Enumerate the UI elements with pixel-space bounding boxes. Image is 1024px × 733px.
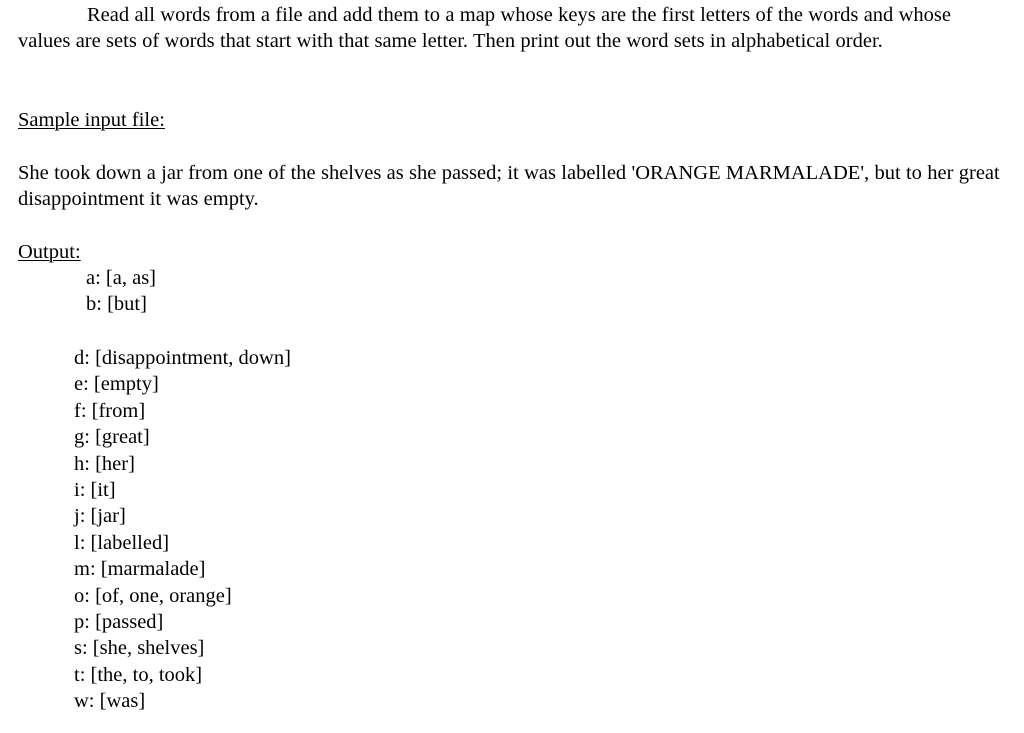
output-line-f: f: [from] bbox=[74, 399, 146, 422]
output-line-l: l: [labelled] bbox=[74, 531, 170, 554]
output-heading: Output: bbox=[18, 241, 81, 263]
output-list-group-1 bbox=[86, 265, 156, 318]
sample-input-text: She took down a jar from one of the shelves as she passed; it was labelled 'ORANGE MARMALADE', but to her great disappointment it was empty. bbox=[18, 162, 1000, 211]
output-line-m: m: [marmalade] bbox=[74, 558, 206, 581]
output-list-group-2 bbox=[74, 345, 291, 715]
output-line-w: w: [was] bbox=[74, 690, 146, 713]
output-line-i: i: [it] bbox=[74, 479, 116, 502]
output-line-b: b: [but] bbox=[86, 293, 147, 316]
output-line-o: o: [of, one, orange] bbox=[74, 584, 232, 607]
output-line-d: d: [disappointment, down] bbox=[74, 347, 291, 369]
output-line-a: a: [a, as] bbox=[86, 267, 156, 289]
output-line-g: g: [great] bbox=[74, 426, 150, 449]
output-line-j: j: [jar] bbox=[74, 505, 126, 528]
output-line-e: e: [empty] bbox=[74, 373, 159, 396]
output-line-t: t: [the, to, took] bbox=[74, 663, 203, 686]
output-line-h: h: [her] bbox=[74, 452, 135, 475]
sample-input-heading: Sample input file: bbox=[18, 109, 165, 131]
output-line-p: p: [passed] bbox=[74, 611, 164, 634]
output-line-s: s: [she, shelves] bbox=[74, 637, 205, 660]
problem-description: Read all words from a file and add them to a map whose keys are the first letters of the words and whose values are sets of words that start with that same letter. Then print out the word sets in alphabetical order. bbox=[18, 4, 952, 53]
